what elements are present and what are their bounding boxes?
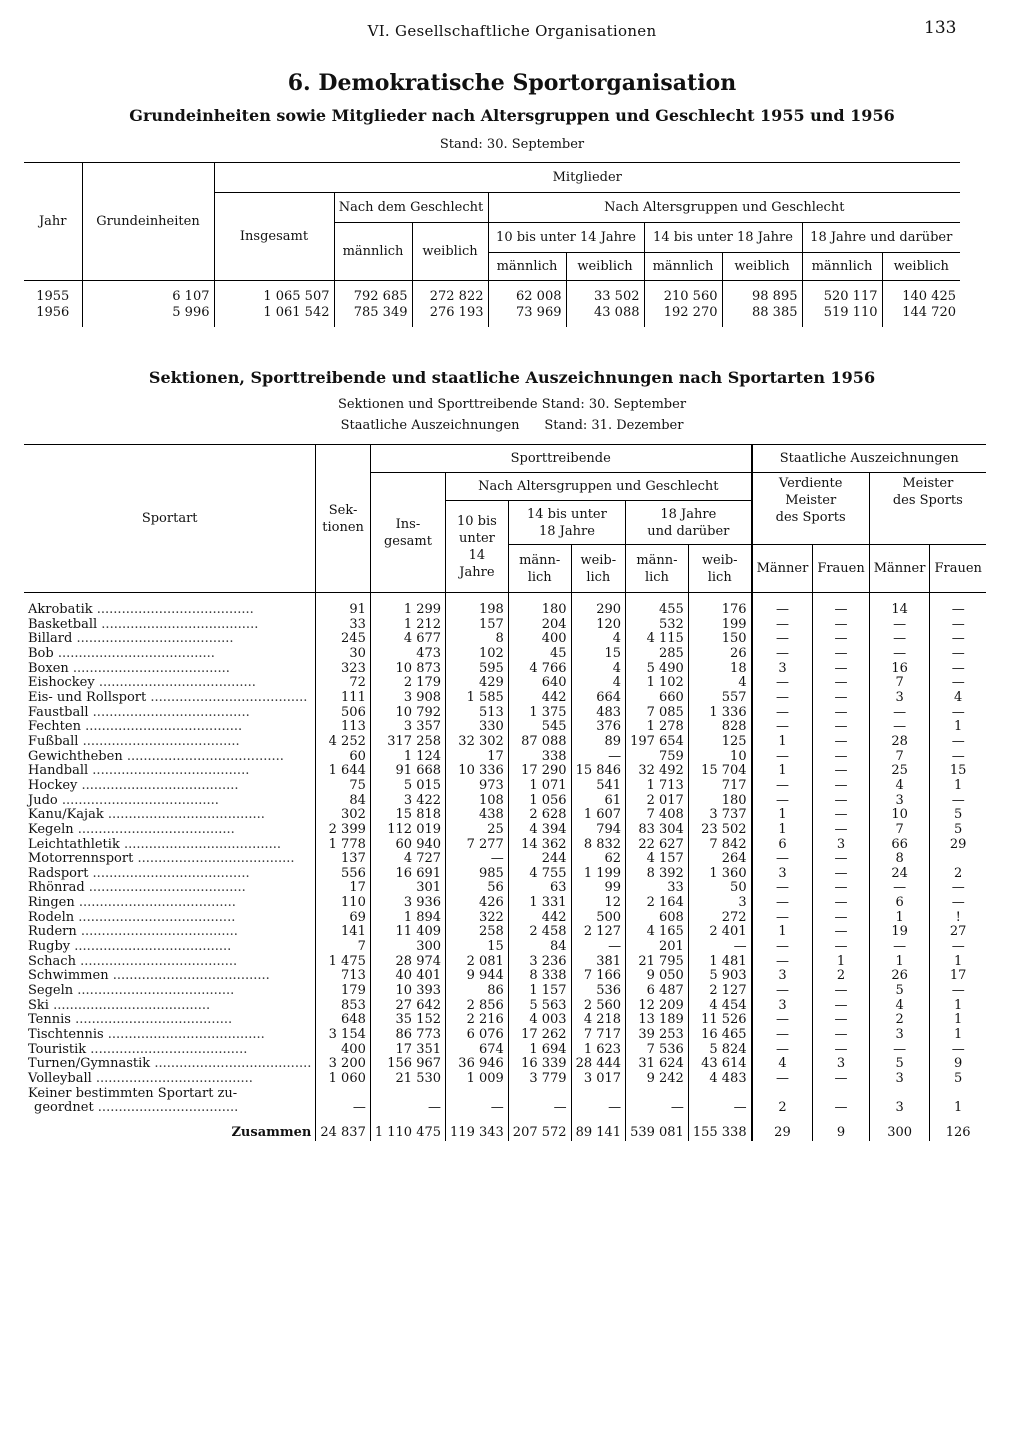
table-row: Hockey ...................................... 75 5 015 973 1 071 541 1 713 717 — — 4 1: [24, 779, 986, 794]
header-staatliche: Staatliche Auszeichnungen: [752, 445, 986, 473]
table-row: Akrobatik ...................................... 91 1 299 198 180 290 455 176 — — 14 —: [24, 603, 986, 618]
table-row: Billard ...................................... 245 4 677 8 400 4 4 115 150 — — — —: [24, 632, 986, 647]
header-insgesamt: Insgesamt: [214, 193, 334, 281]
header-sportart: Sportart: [24, 445, 316, 593]
table-row: Fußball ...................................... 4 252 317 258 32 302 87 088 89 197 654 125 1 — 28 —: [24, 735, 986, 750]
sportart-label: Hockey: [28, 778, 78, 793]
table-row: Ski ...................................... 853 27 642 2 856 5 563 2 560 12 209 4 454 3 — 4 1: [24, 999, 986, 1014]
header-m: männ- lich: [626, 545, 689, 593]
table-row: Judo ...................................... 84 3 422 108 1 056 61 2 017 180 — — 3 —: [24, 794, 986, 809]
header-age2: 14 bis unter 18 Jahre: [644, 223, 802, 253]
header-jahr: Jahr: [24, 163, 82, 281]
sportart-label: Faustball: [28, 705, 89, 720]
table-row: Fechten ...................................... 113 3 357 330 545 376 1 278 828 — — — 1: [24, 720, 986, 735]
sportart-label: Keiner bestimmten Sportart zu-: [24, 1087, 316, 1102]
table-row: Rudern ...................................... 141 11 409 258 2 458 2 127 4 165 2 401 1 — 19 27: [24, 925, 986, 940]
table-row: Ringen ...................................... 110 3 936 426 1 331 12 2 164 3 — — 6 —: [24, 896, 986, 911]
sportart-label: Bob: [28, 646, 54, 661]
table-row: Handball ...................................... 1 644 91 668 10 336 17 290 15 846 32 492 15 704 1 — 25 15: [24, 764, 986, 779]
table-row: Tischtennis ...................................... 3 154 86 773 6 076 17 262 7 717 39 253 16 465 — — 3 1: [24, 1028, 986, 1043]
sportart-label: Kegeln: [28, 822, 74, 837]
table2-stand-2: Staatliche Auszeichnungen Stand: 31. Dezember: [340, 418, 684, 433]
table1-stand: Stand: 30. September: [439, 137, 585, 152]
header-age3: 18 Jahre und darüber: [626, 501, 752, 545]
sportart-label: Leichtathletik: [28, 837, 120, 852]
header-insgesamt: Ins- gesamt: [370, 473, 445, 593]
header-grundeinheiten: Grundeinheiten: [82, 163, 214, 281]
table-row: Rhönrad ...................................... 17 301 56 63 99 33 50 — — — —: [24, 881, 986, 896]
header-age1: 10 bis unter 14 Jahre: [488, 223, 644, 253]
sportart-label: Billard: [28, 632, 73, 647]
sportart-label: Eishockey: [28, 676, 95, 691]
table-row: geordnet .................................. — — — — — — — 2 — 3 1: [24, 1101, 986, 1116]
table-row: Schwimmen ...................................... 713 40 401 9 944 8 338 7 166 9 050 5 903 3 2 26 17: [24, 969, 986, 984]
header-sporttreibende: Sporttreibende: [370, 445, 751, 473]
sportart-label: Boxen: [28, 661, 69, 676]
table2-stand-1: Sektionen und Sporttreibende Stand: 30. September: [337, 397, 687, 412]
table-row: Leichtathletik ...................................... 1 778 60 940 7 277 14 362 8 832 22 627 7 842 6 3 66 29: [24, 838, 986, 853]
header-m: männlich: [334, 223, 412, 281]
header-w: weiblich: [722, 253, 802, 281]
sportart-label: Volleyball: [28, 1072, 92, 1086]
table-row: Turnen/Gymnastik ...................................... 3 200 156 967 36 946 16 339 28 444 31 624 43 614 4 3 5 9: [24, 1057, 986, 1072]
table-row: Kanu/Kajak ...................................... 302 15 818 438 2 628 1 607 7 408 3 737 1 — 10 5: [24, 808, 986, 823]
header-age2: 14 bis unter 18 Jahre: [508, 501, 625, 545]
header-nach-alters: Nach Altersgruppen und Geschlecht: [488, 193, 960, 223]
header-frauen: Frauen: [813, 545, 869, 593]
sportart-label: Rhönrad: [28, 881, 85, 896]
header-age3: 18 Jahre und darüber: [802, 223, 960, 253]
table1-title: Grundeinheiten sowie Mitglieder nach Altersgruppen und Geschlecht 1955 und 1956: [129, 106, 895, 125]
sportart-label: Basketball: [28, 617, 98, 632]
table-row: Faustball ...................................... 506 10 792 513 1 375 483 7 085 1 336 — — — —: [24, 706, 986, 721]
header-w: weib- lich: [688, 545, 751, 593]
table-row: Tennis ...................................... 648 35 152 2 216 4 003 4 218 13 189 11 526 — — 2 1: [24, 1013, 986, 1028]
table-row: 1956 5 996 1 061 542 785 349 276 193 73 969 43 088 192 270 88 385 519 110 144 720: [24, 305, 960, 321]
header-w: weiblich: [566, 253, 644, 281]
header-m: männ- lich: [508, 545, 571, 593]
sports-table: [24, 444, 986, 1141]
sportart-label: geordnet: [34, 1101, 94, 1116]
table-row: Basketball ...................................... 33 1 212 157 204 120 532 199 — — — —: [24, 618, 986, 633]
sportart-label: Motorrennsport: [28, 852, 134, 867]
table-row: Eis- und Rollsport ...................................... 111 3 908 1 585 442 664 660 557 — — 3 4: [24, 691, 986, 706]
sportart-label: Turnen/Gymnastik: [28, 1057, 151, 1072]
sportart-label: Eis- und Rollsport: [28, 690, 147, 705]
total-row: Zusammen 24 837 1 110 475 119 343 207 572 89 141 539 081 155 338 29 9 300 126: [24, 1126, 986, 1141]
header-maenner: Männer: [752, 545, 813, 593]
header-sektionen: Sek- tionen: [316, 445, 371, 593]
sportart-label: Fechten: [28, 720, 81, 735]
sportart-label: Tischtennis: [28, 1028, 104, 1043]
table-row: 1955 6 107 1 065 507 792 685 272 822 62 008 33 502 210 560 98 895 520 117 140 425: [24, 289, 960, 305]
header-maenner: Männer: [869, 545, 930, 593]
table-row: Kegeln ...................................... 2 399 112 019 25 4 394 794 83 304 23 502 1 — 7 5: [24, 823, 986, 838]
table-row: Gewichtheben ...................................... 60 1 124 17 338 — 759 10 — — 7 —: [24, 750, 986, 765]
header-age1: 10 bis unter 14 Jahre: [446, 501, 509, 593]
sportart-label: Kanu/Kajak: [28, 808, 104, 823]
table-row: Schach ...................................... 1 475 28 974 2 081 3 236 381 21 795 1 481 — 1 1 1: [24, 955, 986, 970]
header-w: weib- lich: [571, 545, 626, 593]
header-m: männlich: [488, 253, 566, 281]
sportart-label: Gewichtheben: [28, 749, 123, 764]
sportart-label: Radsport: [28, 866, 89, 881]
table-row: Radsport ...................................... 556 16 691 985 4 755 1 199 8 392 1 360 3 — 24 2: [24, 867, 986, 882]
section-title: 6. Demokratische Sportorganisation: [287, 70, 737, 96]
sportart-label: Schwimmen: [28, 969, 109, 984]
sportart-label: Rudern: [28, 925, 77, 940]
sportart-label: Rodeln: [28, 910, 75, 925]
header-nach-geschlecht: Nach dem Geschlecht: [334, 193, 488, 223]
sportart-label: Ringen: [28, 896, 75, 911]
header-nach-alters: Nach Altersgruppen und Geschlecht: [446, 473, 752, 501]
table-row: Boxen ...................................... 323 10 873 595 4 766 4 5 490 18 3 — 16 —: [24, 662, 986, 677]
header-m: männlich: [644, 253, 722, 281]
sportart-label: Schach: [28, 954, 76, 969]
sportart-label: Ski: [28, 998, 49, 1013]
table-row: Touristik ...................................... 400 17 351 674 1 694 1 623 7 536 5 824 — — — —: [24, 1043, 986, 1058]
sportart-label: Akrobatik: [28, 603, 93, 617]
total-label: Zusammen: [24, 1126, 316, 1141]
table-row: Segeln ...................................... 179 10 393 86 1 157 536 6 487 2 127 — — 5 —: [24, 984, 986, 999]
page-number: 133: [924, 18, 957, 38]
table-row: Eishockey ...................................... 72 2 179 429 640 4 1 102 4 — — 7 —: [24, 676, 986, 691]
sportart-label: Segeln: [28, 984, 74, 999]
header-m: männlich: [802, 253, 882, 281]
header-w: weiblich: [412, 223, 488, 281]
table-row: Motorrennsport ...................................... 137 4 727 — 244 62 4 157 264 — — 8: [24, 852, 986, 867]
table-row: Rugby ...................................... 7 300 15 84 — 201 — — — — —: [24, 940, 986, 955]
header-frauen: Frauen: [930, 545, 986, 593]
sportart-label: Fußball: [28, 734, 79, 749]
header-meister: Meister des Sports: [892, 476, 963, 508]
header-mitglieder: Mitglieder: [214, 163, 960, 193]
running-head: VI. Gesellschaftliche Organisationen: [367, 22, 657, 40]
table-row: Volleyball ...................................... 1 060 21 530 1 009 3 779 3 017 9 242 4 483 — — 3 5: [24, 1072, 986, 1087]
header-w: weiblich: [882, 253, 960, 281]
sportart-label: Tennis: [28, 1013, 71, 1028]
table-row: Bob ...................................... 30 473 102 45 15 285 26 — — — —: [24, 647, 986, 662]
table2-title: Sektionen, Sporttreibende und staatliche Auszeichnungen nach Sportarten 1956: [148, 368, 876, 387]
sportart-label: Handball: [28, 764, 89, 779]
sportart-label: Touristik: [28, 1042, 87, 1057]
table-row: Rodeln ...................................... 69 1 894 322 442 500 608 272 — — 1 !: [24, 911, 986, 926]
sportart-label: Rugby: [28, 940, 71, 955]
table-row: [24, 1087, 986, 1102]
header-verdiente: Verdiente Meister des Sports: [752, 473, 870, 545]
sportart-label: Judo: [28, 793, 58, 808]
members-table: [24, 162, 960, 327]
